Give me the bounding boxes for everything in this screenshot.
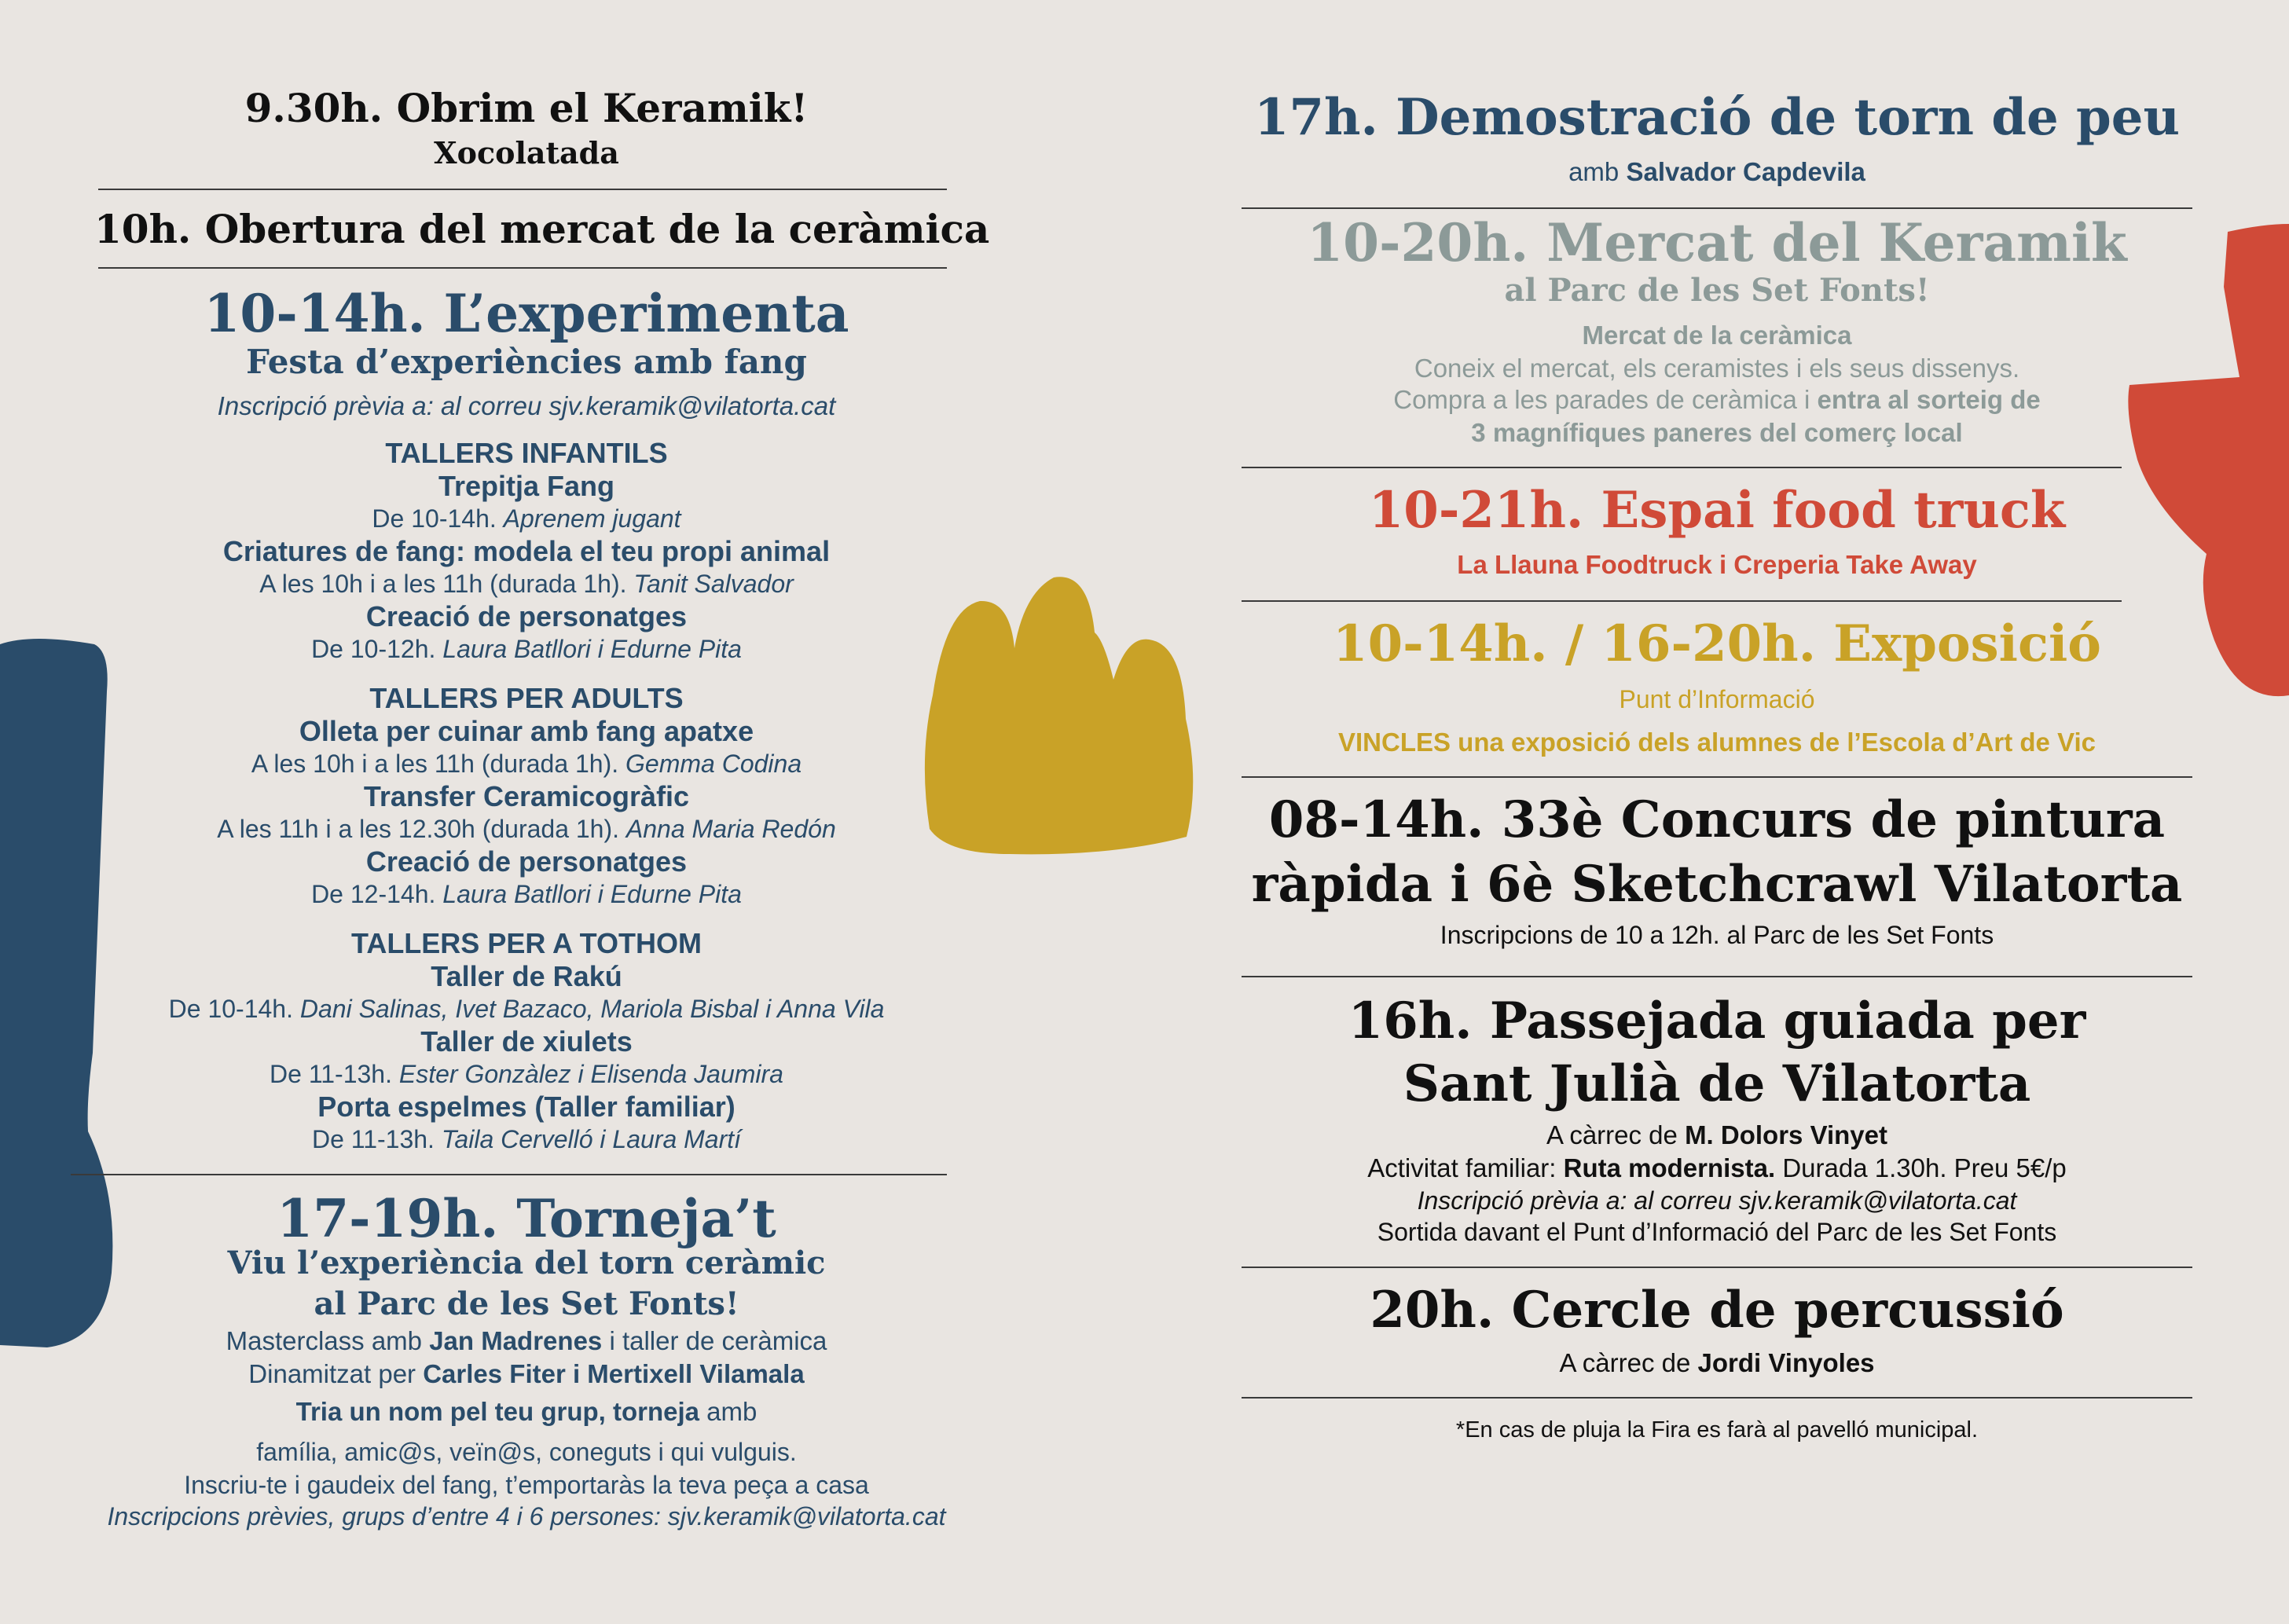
expo-title: 10-14h. / 16-20h. Exposició (1333, 614, 2101, 673)
expo-line: VINCLES una exposició dels alumnes de l’Escola d’Art de Vic (1337, 728, 2096, 757)
cercle-title: 20h. Cercle de percussió (1370, 1281, 2064, 1340)
workshop-detail: De 10-12h. Laura Batllori i Edurne Pita (311, 635, 742, 663)
torneja-masterclass: Masterclass amb Jan Madrenes i taller de ceràmica (226, 1326, 827, 1355)
opening-subtitle: Xocolatada (434, 135, 619, 170)
torneja-familia: família, amic@s, veïn@s, coneguts i qui vulguis. (256, 1438, 797, 1466)
workshop-name: Taller de xiulets (420, 1025, 633, 1058)
group-header-tothom: TALLERS PER A TOTHOM (351, 927, 702, 959)
workshop-name: Creació de personatges (365, 845, 688, 878)
gold-crown-shape (915, 562, 1206, 860)
passejada-line-3: Inscripció prèvia a: al correu sjv.keramik@vilatorta.cat (1417, 1186, 2017, 1215)
mercat-line-2: Compra a les parades de ceràmica i entra al sorteig de (1393, 385, 2041, 414)
concurs-title-2: ràpida i 6è Sketchcrawl Vilatorta (1251, 855, 2183, 914)
market-opening-title: 10h. Obertura del mercat de la ceràmica (94, 206, 990, 252)
divider (1242, 1397, 2192, 1399)
food-subtitle: La Llauna Foodtruck i Creperia Take Away (1457, 550, 1977, 579)
torneja-inscriu: Inscriu-te i gaudeix del fang, t’emportaràs la teva peça a casa (184, 1471, 869, 1499)
divider (71, 1174, 947, 1175)
experimenta-subtitle: Festa d’experiències amb fang (246, 343, 807, 381)
divider (98, 189, 947, 190)
workshop-name: Transfer Ceramicogràfic (363, 780, 690, 812)
torneja-dinamitzat: Dinamitzat per Carles Fiter i Mertixell Vilamala (248, 1359, 805, 1388)
mercat-line-3: 3 magnífiques paneres del comerç local (1471, 418, 1963, 447)
divider (1242, 600, 2122, 602)
workshop-detail: De 10-14h. Aprenem jugant (372, 504, 681, 533)
group-header-infantils: TALLERS INFANTILS (385, 437, 668, 469)
experimenta-title: 10-14h. L’experimenta (204, 283, 849, 344)
cercle-subtitle: A càrrec de Jordi Vinyoles (1559, 1348, 1875, 1377)
workshop-detail: De 11-13h. Ester Gonzàlez i Elisenda Jaumira (270, 1060, 783, 1088)
torneja-subtitle-2: al Parc de les Set Fonts! (314, 1285, 739, 1322)
workshop-detail: A les 11h i a les 12.30h (durada 1h). Anna Maria Redón (217, 815, 836, 843)
opening-title: 9.30h. Obrim el Keramik! (244, 85, 809, 131)
mercat-line-1: Coneix el mercat, els ceramistes i els seus dissenys. (1414, 354, 2020, 383)
passejada-line-2: Activitat familiar: Ruta modernista. Durada 1.30h. Preu 5€/p (1367, 1153, 2067, 1182)
concurs-line: Inscripcions de 10 a 12h. al Parc de les Set Fonts (1440, 921, 1994, 949)
torneja-inscripcions: Inscripcions prèvies, grups d’entre 4 i 6 persones: sjv.keramik@vilatorta.cat (107, 1502, 946, 1531)
experimenta-registration: Inscripció prèvia a: al correu sjv.keramik@vilatorta.cat (217, 391, 836, 420)
workshop-name: Olleta per cuinar amb fang apatxe (299, 715, 754, 747)
workshop-name: Creació de personatges (365, 600, 688, 632)
passejada-title-1: 16h. Passejada guiada per (1348, 992, 2086, 1050)
rain-footnote: *En cas de pluja la Fira es farà al pavelló municipal. (1455, 1417, 1979, 1443)
divider (1242, 207, 2192, 209)
demo-subtitle: amb Salvador Capdevila (1568, 157, 1865, 186)
passejada-title-2: Sant Julià de Vilatorta (1403, 1054, 2031, 1113)
group-header-adults: TALLERS PER ADULTS (369, 682, 684, 714)
expo-subtitle: Punt d’Informació (1619, 685, 1815, 713)
divider (1242, 467, 2122, 468)
workshop-name: Porta espelmes (Taller familiar) (317, 1091, 735, 1123)
workshop-detail: De 10-14h. Dani Salinas, Ivet Bazaco, Mariola Bisbal i Anna Vila (168, 995, 885, 1023)
divider (98, 267, 947, 269)
passejada-line-4: Sortida davant el Punt d’Informació del Parc de les Set Fonts (1377, 1218, 2057, 1246)
demo-title: 17h. Demostració de torn de peu (1253, 88, 2181, 147)
workshop-detail: A les 10h i a les 11h (durada 1h). Tanit Salvador (259, 570, 794, 598)
mercat-header: Mercat de la ceràmica (1582, 321, 1852, 350)
passejada-line-1: A càrrec de M. Dolors Vinyet (1546, 1120, 1888, 1149)
torneja-subtitle-1: Viu l’experiència del torn ceràmic (227, 1245, 826, 1281)
divider (1242, 1267, 2192, 1268)
workshop-detail: A les 10h i a les 11h (durada 1h). Gemma Codina (251, 750, 802, 778)
divider (1242, 776, 2192, 778)
workshop-name: Criatures de fang: modela el teu propi animal (222, 535, 831, 567)
mercat-title: 10-20h. Mercat del Keramik (1307, 212, 2127, 273)
left-column (94, 0, 990, 1624)
torneja-title: 17-19h. Torneja’t (277, 1188, 776, 1249)
workshop-name: Taller de Rakú (431, 960, 622, 992)
divider (1242, 976, 2192, 977)
workshop-name: Trepitja Fang (438, 470, 615, 502)
workshop-detail: De 11-13h. Taila Cervelló i Laura Martí (311, 1125, 742, 1153)
right-column (1242, 0, 2192, 1624)
mercat-subtitle: al Parc de les Set Fonts! (1504, 272, 1930, 309)
food-title: 10-21h. Espai food truck (1368, 481, 2066, 540)
torneja-tria: Tria un nom pel teu grup, torneja amb (295, 1397, 757, 1426)
workshop-detail: De 12-14h. Laura Batllori i Edurne Pita (311, 880, 742, 908)
concurs-title-1: 08-14h. 33è Concurs de pintura (1268, 790, 2166, 849)
